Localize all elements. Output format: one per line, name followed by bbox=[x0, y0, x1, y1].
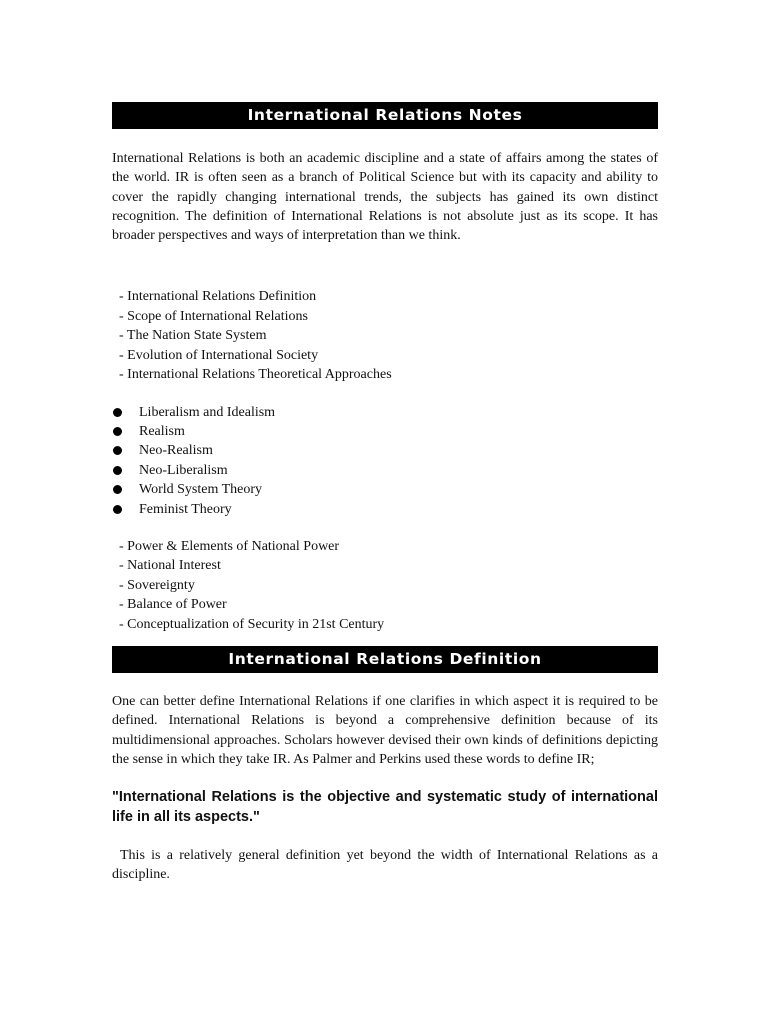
topic-item: - International Relations Theoretical Approaches bbox=[119, 367, 392, 383]
approach-item bbox=[112, 461, 658, 480]
bullet-icon bbox=[113, 485, 122, 494]
approaches-list bbox=[112, 403, 658, 519]
approach-item bbox=[112, 480, 658, 499]
topic-list bbox=[112, 287, 658, 384]
topic-item: - Power & Elements of National Power bbox=[119, 538, 340, 554]
topic-list-continued bbox=[112, 537, 658, 634]
topic-item: - Sovereignty bbox=[119, 577, 195, 593]
topic-item: - The Nation State System bbox=[119, 328, 267, 344]
approach-item bbox=[112, 403, 658, 422]
topic-item: - National Interest bbox=[119, 558, 221, 574]
approach-label: Liberalism and Idealism bbox=[139, 404, 276, 420]
topic-item: - Conceptualization of Security in 21st Century bbox=[119, 616, 385, 632]
approach-label: Realism bbox=[139, 423, 185, 439]
document-page bbox=[112, 102, 658, 885]
bullet-icon bbox=[113, 446, 122, 455]
approach-label: Feminist Theory bbox=[139, 501, 232, 517]
approach-item bbox=[112, 422, 658, 441]
bullet-icon bbox=[113, 505, 122, 514]
approach-label: Neo-Realism bbox=[139, 443, 213, 459]
topic-item: - Scope of International Relations bbox=[119, 308, 308, 324]
definition-quote: "International Relations is the objective and systematic study of international life in all its aspects." bbox=[112, 789, 658, 825]
approach-item bbox=[112, 500, 658, 519]
topic-item: - Evolution of International Society bbox=[119, 347, 319, 363]
bullet-icon bbox=[113, 408, 122, 417]
definition-paragraph: One can better define International Relations if one clarifies in which aspect it is required to be defined. International Relations is beyond a comprehensive definition because of its multidimensional approaches. Scholars however devised their own kinds of definitions depicting the sense in which they take IR. As Palmer and Perkins used these words to define IR; bbox=[112, 693, 658, 767]
topic-item: - Balance of Power bbox=[119, 597, 227, 613]
approach-label: World System Theory bbox=[139, 482, 263, 498]
section-heading-notes: International Relations Notes bbox=[112, 102, 658, 129]
section-heading-definition: International Relations Definition bbox=[112, 646, 658, 673]
bullet-icon bbox=[113, 466, 122, 475]
intro-paragraph: International Relations is both an academic discipline and a state of affairs among the states of the world. IR is often seen as a branch of Political Science but with its capacity and ability to cover the rapidly changing international trends, the subjects has gained its own distinct recognition. The definition of International Relations is not absolute just as its scope. It has broader perspectives and ways of interpretation than we think. bbox=[112, 151, 658, 244]
approach-item bbox=[112, 441, 658, 460]
approach-label: Neo-Liberalism bbox=[139, 462, 228, 478]
bullet-icon bbox=[113, 427, 122, 436]
topic-item: - International Relations Definition bbox=[119, 289, 317, 305]
closing-paragraph: This is a relatively general definition yet beyond the width of International Relations as a discipline. bbox=[112, 848, 658, 883]
